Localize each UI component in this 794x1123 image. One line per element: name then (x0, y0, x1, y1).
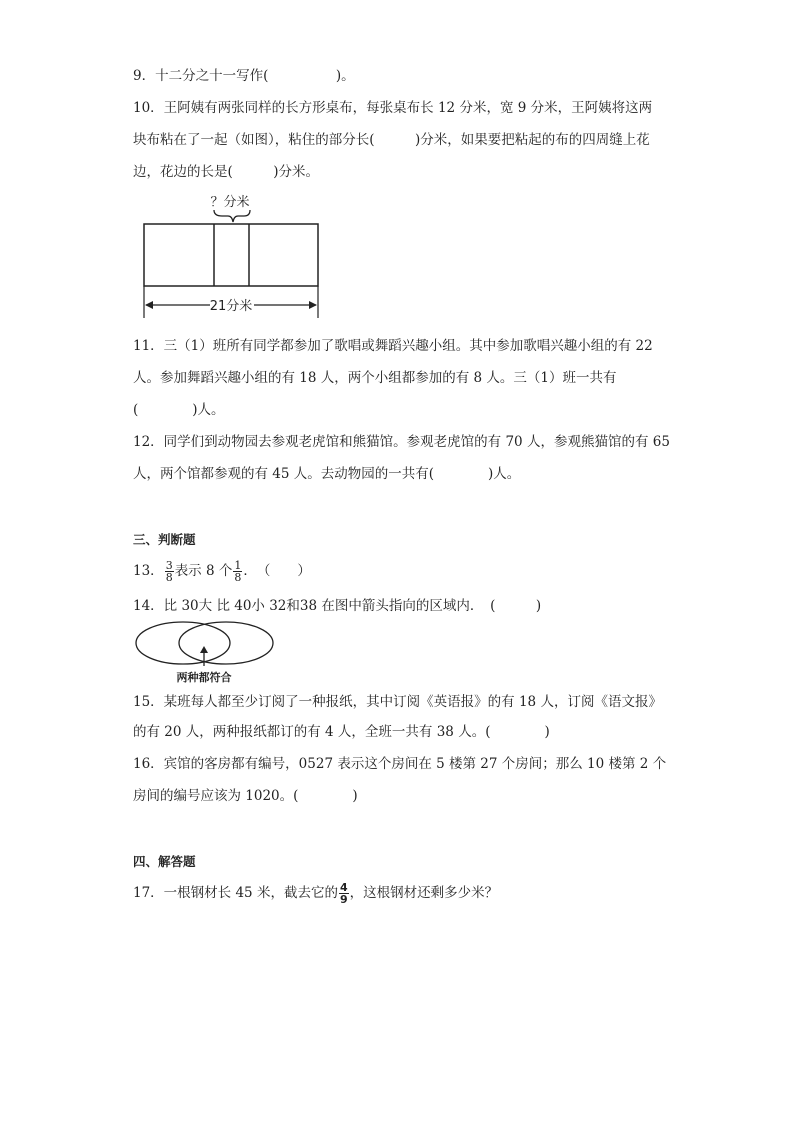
q13-suffix: ． （ ） (243, 563, 311, 579)
question-16-line-2: 房间的编号应该为 1020。( ) (133, 788, 358, 804)
fraction-4-9: $\frac{4}{9}$ (339, 881, 348, 906)
combined-tablecloth (144, 224, 318, 286)
question-16-line-1: 16．宾馆的客房都有编号，0527 表示这个房间在 5 楼第 27 个房间；那么 10 楼第 2 个 (133, 756, 667, 772)
right-ellipse (179, 622, 273, 664)
question-15-line-1: 15．某班每人都至少订阅了一种报纸，其中订阅《英语报》的有 18 人，订阅《语文报》 (133, 694, 662, 710)
q17-prefix: 17．一根钢材长 45 米，截去它的 (133, 885, 338, 901)
question-11-line-2: 人。参加舞蹈兴趣小组的有 18 人，两个小组都参加的有 8 人。三（1）班一共有 (133, 370, 617, 386)
question-10-line-2: 块布粘在了一起（如图），粘住的部分长( )分米，如果要把粘起的布的四周缝上花 (133, 132, 650, 148)
tablecloth-diagram (138, 188, 328, 320)
question-14: 14．比 30大 比 40小 32和38 在图中箭头指向的区域内． ( ) (133, 598, 542, 614)
venn-diagram (132, 618, 278, 686)
question-10-line-3: 边，花边的长是( )分米。 (133, 164, 320, 180)
question-12-line-1: 12．同学们到动物园去参观老虎馆和熊猫馆。参观老虎馆的有 70 人，参观熊猫馆的有 65 (133, 434, 670, 450)
overlap-brace (214, 210, 250, 222)
intersection-arrow-head (200, 646, 208, 653)
total-length-label: 21分米 (209, 299, 253, 314)
overlap-length-label: ？分米 (210, 195, 250, 210)
question-9: 9．十二分之十一写作( )。 (133, 68, 355, 84)
question-17 (133, 882, 498, 905)
question-11-line-3: ( )人。 (133, 402, 225, 418)
fraction-1-8: $\frac{1}{8}$ (234, 559, 242, 584)
q13-prefix: 13． (133, 563, 164, 579)
arrow-head-left (145, 301, 153, 309)
intersection-label: 两种都符合 (176, 671, 232, 684)
fraction-3-8: $\frac{3}{8}$ (165, 559, 173, 584)
question-13 (133, 560, 311, 583)
left-ellipse (136, 622, 230, 664)
q13-middle: 表示 8 个 (174, 563, 233, 579)
question-10-line-1: 10．王阿姨有两张同样的长方形桌布，每张桌布长 12 分米，宽 9 分米，王阿姨将这两 (133, 100, 653, 116)
section-3-title: 三、判断题 (133, 532, 196, 547)
question-12-line-2: 人，两个馆都参观的有 45 人。去动物园的一共有( )人。 (133, 466, 521, 482)
arrow-head-right (309, 301, 317, 309)
q17-suffix: ，这根钢材还剩多少米？ (349, 885, 499, 901)
section-4-title: 四、解答题 (133, 854, 196, 869)
question-11-line-1: 11．三（1）班所有同学都参加了歌唱或舞蹈兴趣小组。其中参加歌唱兴趣小组的有 22 (133, 338, 653, 354)
question-15-line-2: 的有 20 人，两种报纸都订的有 4 人，全班一共有 38 人。( ) (133, 724, 550, 740)
